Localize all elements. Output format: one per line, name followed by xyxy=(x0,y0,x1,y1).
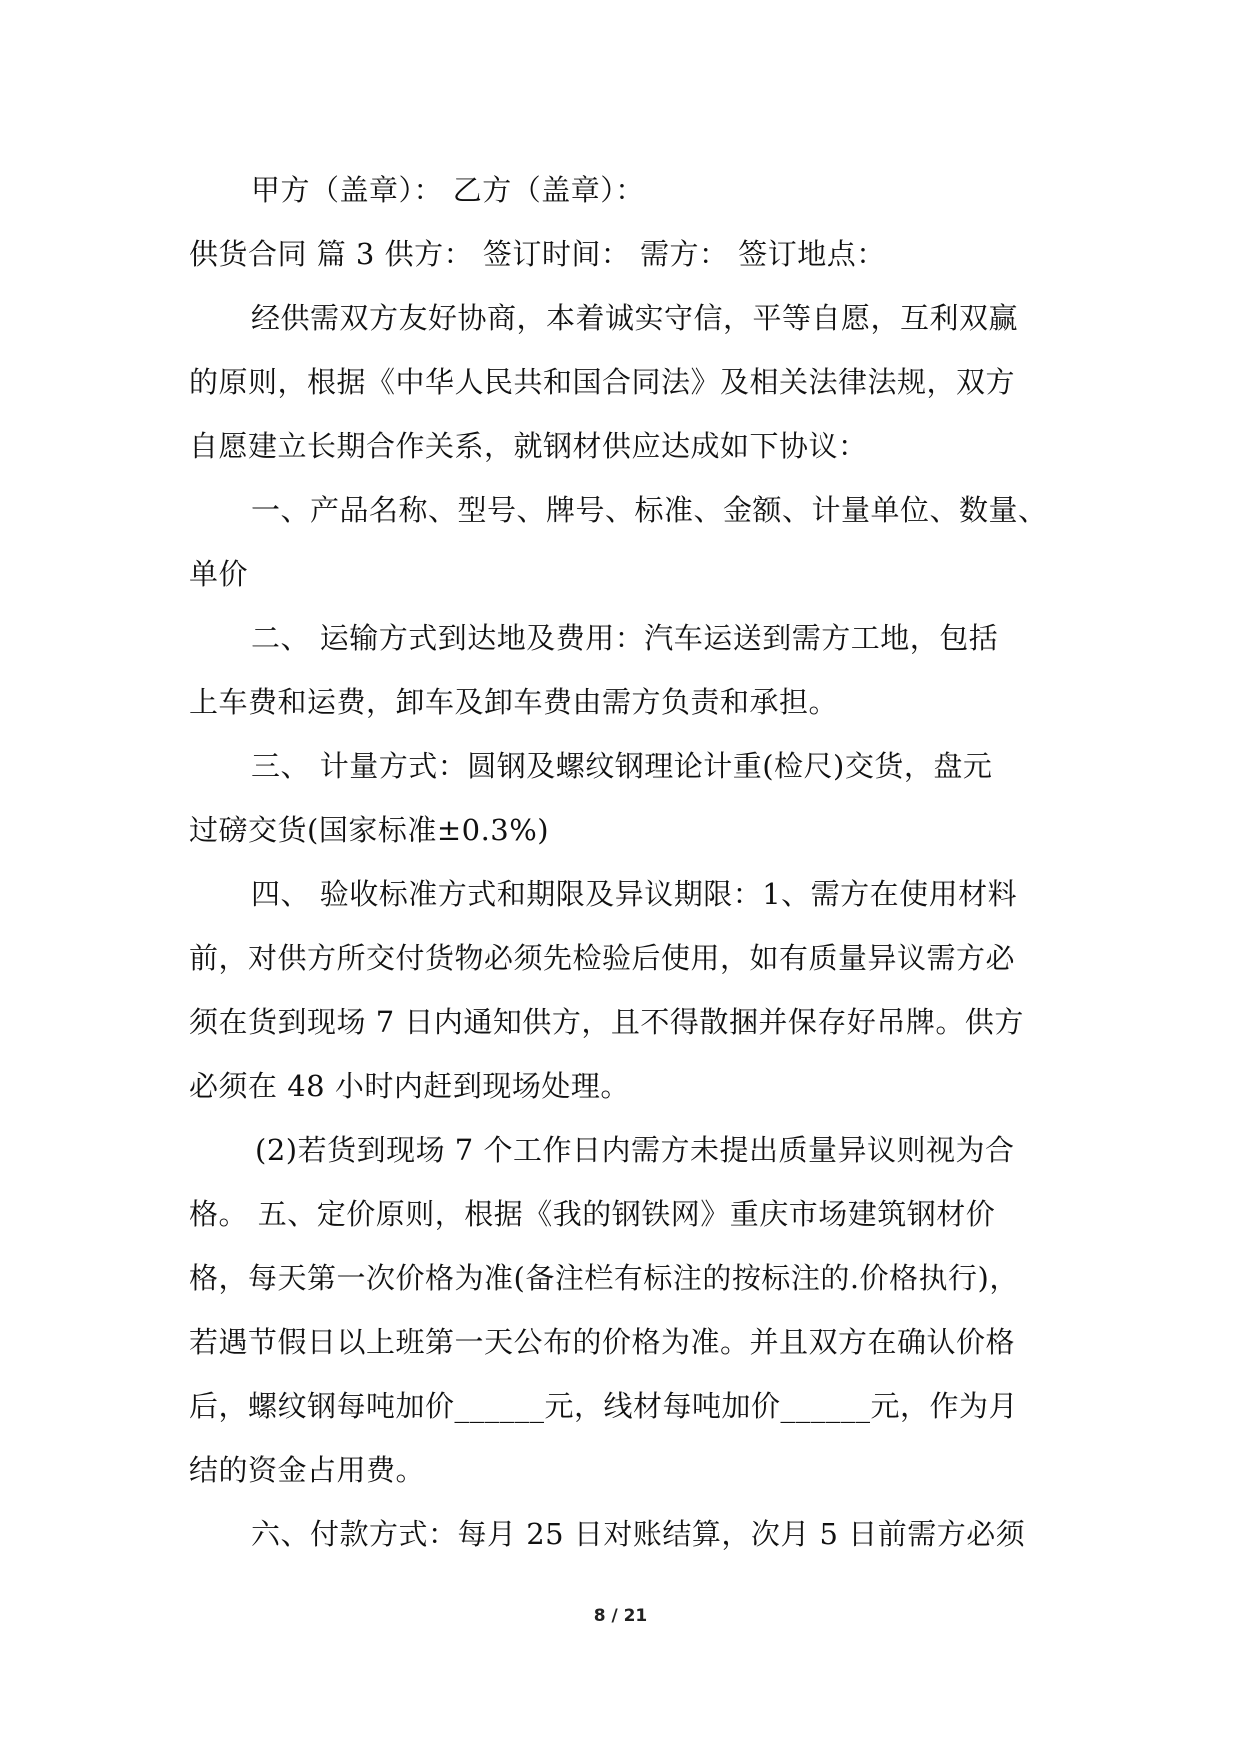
paragraph-line: 单价 xyxy=(189,557,249,591)
paragraph-line: 过磅交货(国家标准±0.3%) xyxy=(189,813,550,847)
body-text xyxy=(189,158,1059,1566)
paragraph-line: 六、付款方式：每月 25 日对账结算，次月 5 日前需方必须 xyxy=(251,1517,1026,1551)
paragraph-line: 前，对供方所交付货物必须先检验后使用，如有质量异议需方必 xyxy=(189,941,1016,975)
paragraph-line: 一、产品名称、型号、牌号、标准、金额、计量单位、数量、 xyxy=(251,493,1048,527)
paragraph-line: 格，每天第一次价格为准(备注栏有标注的按标注的.价格执行)， xyxy=(189,1261,1019,1295)
paragraph-line: (2)若货到现场 7 个工作日内需方未提出质量异议则视为合 xyxy=(255,1133,1015,1167)
contract-header-line: 供货合同 篇 3 供方： 签订时间： 需方： 签订地点： xyxy=(189,237,886,271)
page-number: 8 / 21 xyxy=(593,1606,648,1626)
paragraph-line: 二、 运输方式到达地及费用：汽车运送到需方工地，包括 xyxy=(251,621,999,655)
paragraph-line: 上车费和运费，卸车及卸车费由需方负责和承担。 xyxy=(189,685,839,719)
paragraph-line: 后，螺纹钢每吨加价______元，线材每吨加价______元，作为月 xyxy=(189,1389,1019,1423)
paragraph-line: 四、 验收标准方式和期限及异议期限：1、需方在使用材料 xyxy=(251,877,1018,911)
paragraph-line: 必须在 48 小时内赶到现场处理。 xyxy=(189,1069,630,1103)
paragraph-line: 三、 计量方式：圆钢及螺纹钢理论计重(检尺)交货，盘元 xyxy=(251,749,993,783)
paragraph-line: 的原则，根据《中华人民共和国合同法》及相关法律法规，双方 xyxy=(189,365,1016,399)
paragraph-line: 若遇节假日以上班第一天公布的价格为准。并且双方在确认价格 xyxy=(189,1325,1016,1359)
signature-line: 甲方（盖章）： 乙方（盖章）： xyxy=(251,173,645,207)
paragraph-line: 结的资金占用费。 xyxy=(189,1453,426,1487)
paragraph-line: 自愿建立长期合作关系，就钢材供应达成如下协议： xyxy=(189,429,868,463)
paragraph-line: 须在货到现场 7 日内通知供方，且不得散捆并保存好吊牌。供方 xyxy=(189,1005,1024,1039)
paragraph-line: 格。 五、定价原则，根据《我的钢铁网》重庆市场建筑钢材价 xyxy=(189,1197,996,1231)
paragraph-line: 经供需双方友好协商，本着诚实守信，平等自愿，互利双赢 xyxy=(251,301,1019,335)
